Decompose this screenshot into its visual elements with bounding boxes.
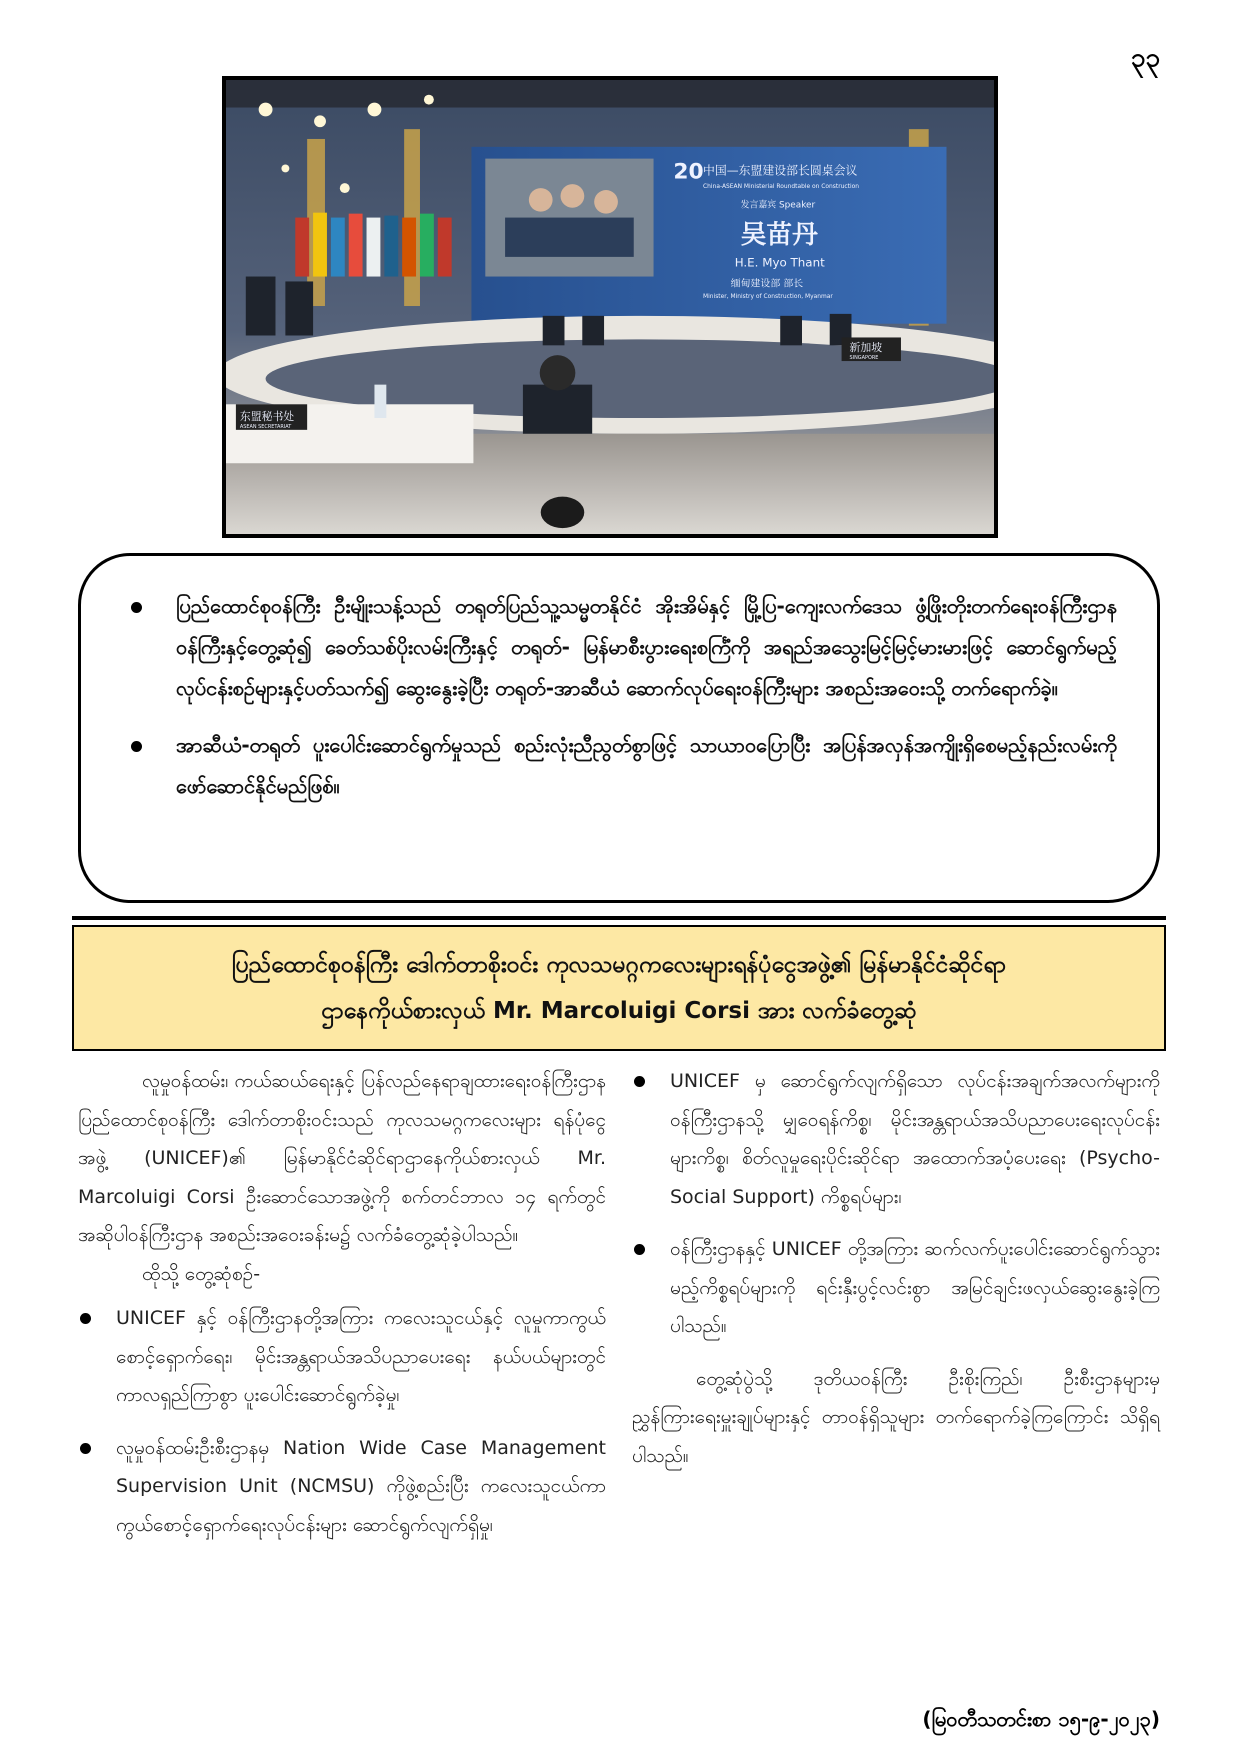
- discussion-item: [78, 1299, 606, 1415]
- discussion-item-text: လူမှုဝန်ထမ်းဦးစီးဌာနမှ Nation Wide Case Management Supervision Unit (NCMSU) ကိုဖွဲ့စည်းပြီး ကလေးသူငယ်ကာကွယ်စောင့်ရှောက်ရေးလုပ်ငန်းများ ဆောင်ရွက်လျက်ရှိမှု၊: [116, 1436, 606, 1536]
- discussion-item-text: UNICEF နှင့် ဝန်ကြီးဌာနတို့အကြား ကလေးသူငယ်နှင့် လူမှုကာကွယ်စောင့်ရှောက်ရေး၊ မိုင်းအန္တရာယ်အသိပညာပေးရေး နယ်ပယ်များတွင် ကာလရှည်ကြာစွာ ပူးပေါင်းဆောင်ရွက်ခဲ့မှု၊: [116, 1307, 606, 1406]
- screen-speaker-title-en: Minister, Ministry of Construction, Myanmar: [703, 294, 833, 301]
- screen-speaker-label: 发言嘉宾 Speaker: [740, 200, 816, 211]
- article-headline: [72, 925, 1166, 1051]
- placard-right-en: SINGAPORE: [849, 355, 879, 362]
- article-intro: လူမှုဝန်ထမ်း၊ ကယ်ဆယ်ရေးနှင့် ပြန်လည်နေရာချထားရေးဝန်ကြီးဌာန ပြည်ထောင်စုဝန်ကြီး ဒေါက်တာစိုးဝင်းသည် ကုလသမဂ္ဂကလေးများ ရန်ပုံငွေအဖွဲ့ (UNICEF)၏ မြန်မာနိုင်ငံဆိုင်ရာဌာနေကိုယ်စားလှယ် Mr. Marcoluigi Corsi ဦးဆောင်သောအဖွဲ့ကို စက်တင်ဘာလ ၁၄ ရက်တွင် အဆိုပါဝန်ကြီးဌာန အစည်းအဝေးခန်းမ၌ လက်ခံတွေ့ဆုံခဲ့ပါသည်။: [78, 1070, 606, 1246]
- bullet-icon: [634, 1076, 645, 1087]
- screen-speaker-cn: 吴苗丹: [740, 220, 818, 251]
- summary-item: [131, 586, 1117, 709]
- bullet-icon: [131, 741, 142, 752]
- placard-left-en: ASEAN SECRETARIAT: [239, 423, 292, 430]
- discussion-list-left: [78, 1299, 606, 1544]
- summary-item-text: အာဆီယံ-တရုတ် ပူးပေါင်းဆောင်ရွက်မှုသည် စည်းလုံးညီညွတ်စွာဖြင့် သာယာဝပြောပြီး အပြန်အလှန်အကျိုးရှိစေမည့်နည်းလမ်းကို ဖော်ဆောင်နိုင်မည်ဖြစ်။: [176, 733, 1117, 798]
- screen-speaker-en: H.E. Myo Thant: [734, 255, 825, 270]
- screen-title-cn: 中国—东盟建设部长圆桌会议: [703, 163, 858, 178]
- bullet-icon: [634, 1244, 645, 1255]
- water-bottle: [374, 385, 386, 418]
- screen-logo-number: 20: [673, 159, 704, 185]
- article-closing: တွေ့ဆုံပွဲသို့ ဒုတိယဝန်ကြီး ဦးစိုးကြည်၊ ဦးစီးဌာနများမှ ညွှန်ကြားရေးမှူးချုပ်များနှင့် တာဝန်ရှိသူများ တက်ရောက်ခဲ့ကြကြောင်း သိရှိရပါသည်။: [632, 1367, 1160, 1467]
- summary-item-text: ပြည်ထောင်စုဝန်ကြီး ဦးမျိုးသန့်သည် တရုတ်ပြည်သူ့သမ္မတနိုင်ငံ အိုးအိမ်နှင့် မြို့ပြ-ကျေးလက်ဒေသ ဖွံ့ဖြိုးတိုးတက်ရေးဝန်ကြီးဌာနဝန်ကြီးနှင့်တွေ့ဆုံ၍ ခေတ်သစ်ပိုးလမ်းကြီးနှင့် တရုတ်- မြန်မာစီးပွားရေးစင်္ကြံကို အရည်အသွေးမြင့်မြင့်မားမားဖြင့် ဆောင်ရွက်မည့်လုပ်ငန်းစဉ်များနှင့်ပတ်သက်၍ ဆွေးနွေးခဲ့ပြီး တရုတ်-အာဆီယံ ဆောက်လုပ်ရေးဝန်ကြီးများ အစည်းအဝေးသို့ တက်ရောက်ခဲ့။: [176, 594, 1117, 700]
- screen-speaker-title-cn: 缅甸建设部 部长: [730, 278, 804, 290]
- conference-photo: [222, 76, 998, 538]
- summary-box: [78, 553, 1160, 903]
- discussion-item-text: ဝန်ကြီးဌာနနှင့် UNICEF တို့အကြား ဆက်လက်ပူးပေါင်းဆောင်ရွက်သွားမည့်ကိစ္စရပ်များကို ရင်းနှီးပွင့်လင်းစွာ အမြင်ချင်းဖလှယ်ဆွေးနွေးခဲ့ကြပါသည်။: [670, 1238, 1160, 1337]
- screen-title-en: China-ASEAN Ministerial Roundtable on Construction: [703, 184, 860, 191]
- article-column-left: [78, 1062, 606, 1558]
- discussion-list-right: [632, 1062, 1160, 1346]
- summary-list: [131, 586, 1117, 807]
- bullet-icon: [131, 602, 142, 613]
- discussion-item-text: UNICEF မှ ဆောင်ရွက်လျက်ရှိသော လုပ်ငန်းအချက်အလက်များကို ဝန်ကြီးဌာနသို့ မျှဝေရန်ကိစ္စ၊ မိုင်းအန္တရာယ်အသိပညာပေးရေးလုပ်ငန်းများကိစ္စ၊ စိတ်လူမှုရေးပိုင်းဆိုင်ရာ အထောက်အပံ့ပေးရေး (Psycho-Social Support) ကိစ္စရပ်များ၊: [670, 1070, 1160, 1208]
- headline-line-2: ဌာနေကိုယ်စားလှယ် Mr. Marcoluigi Corsi အား လက်ခံတွေ့ဆုံ: [321, 998, 917, 1024]
- conference-photo-drawing: [226, 80, 994, 534]
- discussion-item: [632, 1062, 1160, 1216]
- news-source: (မြဝတီသတင်းစာ ၁၅-၉-၂၀၂၃): [922, 1707, 1160, 1731]
- discussion-item: [632, 1230, 1160, 1346]
- placard-left-cn: 东盟秘书处: [239, 410, 295, 423]
- section-divider: [72, 916, 1166, 920]
- article-lead: ထိုသို့ တွေ့ဆုံစဉ်-: [142, 1262, 261, 1285]
- summary-item: [131, 725, 1117, 807]
- discussion-item: [78, 1429, 606, 1545]
- page-number: ၃၃: [1130, 43, 1160, 73]
- flag-row: [295, 213, 451, 277]
- article-column-right: [632, 1062, 1160, 1475]
- bullet-icon: [80, 1313, 91, 1324]
- headline-line-1: ပြည်ထောင်စုဝန်ကြီး ဒေါက်တာစိုးဝင်း ကုလသမဂ္ဂကလေးများရန်ပုံငွေအဖွဲ့၏ မြန်မာနိုင်ငံဆိုင်ရာ: [231, 952, 1007, 978]
- placard-right-cn: 新加坡: [849, 341, 883, 355]
- lighting-truss: [226, 80, 994, 108]
- bullet-icon: [80, 1443, 91, 1454]
